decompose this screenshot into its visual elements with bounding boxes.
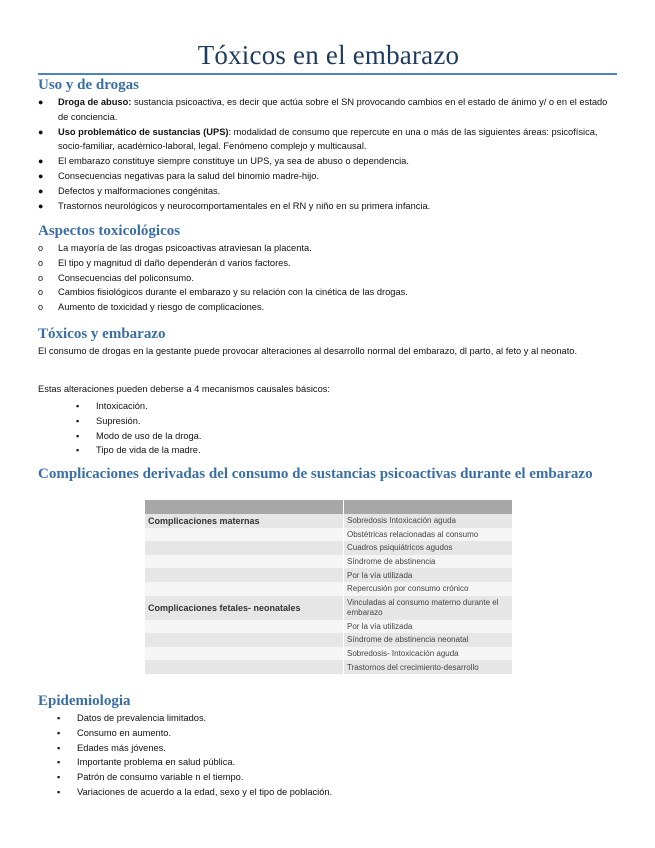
list-item: ▪ Supresión. (76, 414, 476, 429)
table-cell (145, 555, 344, 569)
list-item: ▪ Patrón de consumo variable n el tiempo. (57, 770, 557, 785)
table-row (145, 596, 512, 620)
circle-bullet-icon: o (38, 272, 44, 283)
list-item: ● Uso problemático de sustancias (UPS): modalidad de consumo que repercute en una o más de las siguientes áreas: psicofísica, socio-familiar, académico-laboral, legal. Fenómeno complejo y multicausal. (38, 126, 598, 152)
table-cell (145, 568, 344, 582)
square-bullet-icon: ▪ (57, 786, 61, 797)
title-underline (38, 73, 617, 75)
table-cell: Obstétricas relacionadas al consumo (344, 528, 513, 542)
list-item: ▪ Modo de uso de la droga. (76, 429, 476, 444)
bullet-icon: ● (38, 97, 44, 107)
list-aspectos-toxicologicos (38, 241, 618, 315)
circle-bullet-icon: o (38, 302, 44, 313)
list-item: ▪ Consumo en aumento. (57, 726, 557, 741)
list-item: ▪ Variaciones de acuerdo a la edad, sexo y el tipo de población. (57, 785, 557, 800)
list-mecanismos (76, 399, 476, 458)
list-item: ● El embarazo constituye siempre constituye un UPS, ya sea de abuso o dependencia. (38, 154, 618, 169)
circle-bullet-icon: o (38, 287, 44, 298)
paragraph-consumo-drogas: El consumo de drogas en la gestante puede provocar alteraciones al desarrollo normal del embarazo, dl parto, al feto y al neonato. (38, 346, 578, 356)
table-cell: Síndrome de abstinencia (344, 555, 513, 569)
table-cell (145, 620, 344, 634)
table-row (145, 568, 512, 582)
heading-aspectos-toxicologicos: Aspectos toxicológicos (38, 223, 181, 239)
list-item: ▪ Importante problema en salud pública. (57, 755, 557, 770)
table-cell: Por la vía utilizada (344, 568, 513, 582)
table-cell: Sobredosis Intoxicación aguda (344, 514, 513, 528)
table-cell: Síndrome de abstinencia neonatal (344, 633, 513, 647)
heading-epidemiologia: Epidemiologia (38, 693, 131, 709)
square-bullet-icon: ▪ (57, 742, 61, 753)
table-row (145, 555, 512, 569)
table-row (145, 620, 512, 634)
circle-bullet-icon: o (38, 257, 44, 268)
complications-table (145, 500, 512, 674)
list-item: ▪ Datos de prevalencia limitados. (57, 711, 557, 726)
list-item: o La mayoría de las drogas psicoactivas atraviesan la placenta. (38, 241, 618, 256)
list-epidemiologia (57, 711, 557, 800)
table-cell: Sobredosis- Intoxicación aguda (344, 647, 513, 661)
paragraph-mecanismos: Estas alteraciones pueden deberse a 4 mecanismos causales básicos: (38, 384, 330, 394)
list-item: ▪ Intoxicación. (76, 399, 476, 414)
square-bullet-icon: ▪ (76, 430, 80, 441)
square-bullet-icon: ▪ (76, 401, 80, 411)
list-item: ● Trastornos neurológicos y neurocomportamentales en el RN y niño en su primera infancia. (38, 199, 618, 214)
square-bullet-icon: ▪ (57, 713, 61, 723)
list-item: ● Consecuencias negativas para la salud del binomio madre-hijo. (38, 169, 618, 184)
square-bullet-icon: ▪ (57, 757, 61, 768)
table-cell: Cuadros psiquiátricos agudos (344, 541, 513, 555)
list-item: ▪ Tipo de vida de la madre. (76, 443, 476, 458)
table-cell: Complicaciones fetales- neonatales (145, 596, 344, 620)
list-item: ● Droga de abuso: sustancia psicoactiva, es decir que actúa sobre el SN provocando cambios en el estado de ánimo y/ o en el estado de conciencia. (38, 97, 608, 122)
bullet-icon: ● (38, 156, 44, 167)
table-cell: Por la vía utilizada (344, 620, 513, 634)
table-row (145, 647, 512, 661)
bullet-icon: ● (38, 170, 44, 181)
document-title: Tóxicos en el embarazo (197, 40, 460, 70)
square-bullet-icon: ▪ (76, 445, 80, 456)
table-cell (145, 582, 344, 596)
list-item: ▪ Edades más jóvenes. (57, 741, 557, 756)
heading-uso-drogas: Uso y de drogas (38, 77, 139, 93)
list-item: o Aumento de toxicidad y riesgo de complicaciones. (38, 300, 618, 315)
table-cell (145, 660, 344, 674)
table-cell (145, 647, 344, 661)
square-bullet-icon: ▪ (57, 727, 61, 738)
list-item: o Cambios fisiológicos durante el embarazo y su relación con la cinética de las drogas. (38, 285, 618, 300)
list-uso-drogas (38, 95, 618, 213)
heading-toxicos-embarazo: Tóxicos y embarazo (38, 326, 166, 342)
table-cell: Vinculadas al consumo materno durante el embarazo (344, 596, 513, 620)
heading-complicaciones: Complicaciones derivadas del consumo de sustancias psicoactivas durante el embarazo (38, 466, 593, 482)
table-cell (145, 528, 344, 542)
table-cell: Repercusión por consumo crónico (344, 582, 513, 596)
table-cell: Trastornos del crecimiento-desarrollo (344, 660, 513, 674)
table-row (145, 541, 512, 555)
table-row (145, 633, 512, 647)
list-item: o El tipo y magnitud dl daño dependerán d varios factores. (38, 256, 618, 271)
bullet-icon: ● (38, 185, 44, 196)
bullet-icon: ● (38, 200, 44, 211)
square-bullet-icon: ▪ (57, 772, 61, 783)
bullet-icon: ● (38, 126, 44, 137)
table-row (145, 528, 512, 542)
table-row (145, 582, 512, 596)
table-row (145, 660, 512, 674)
table-cell (145, 541, 344, 555)
table-cell: Complicaciones maternas (145, 514, 344, 528)
list-item: ● Defectos y malformaciones congénitas. (38, 184, 618, 199)
table-row (145, 514, 512, 528)
square-bullet-icon: ▪ (76, 415, 80, 426)
table-cell (145, 633, 344, 647)
circle-bullet-icon: o (38, 243, 44, 253)
table-header-row (145, 500, 512, 514)
list-item: o Consecuencias del policonsumo. (38, 271, 618, 286)
